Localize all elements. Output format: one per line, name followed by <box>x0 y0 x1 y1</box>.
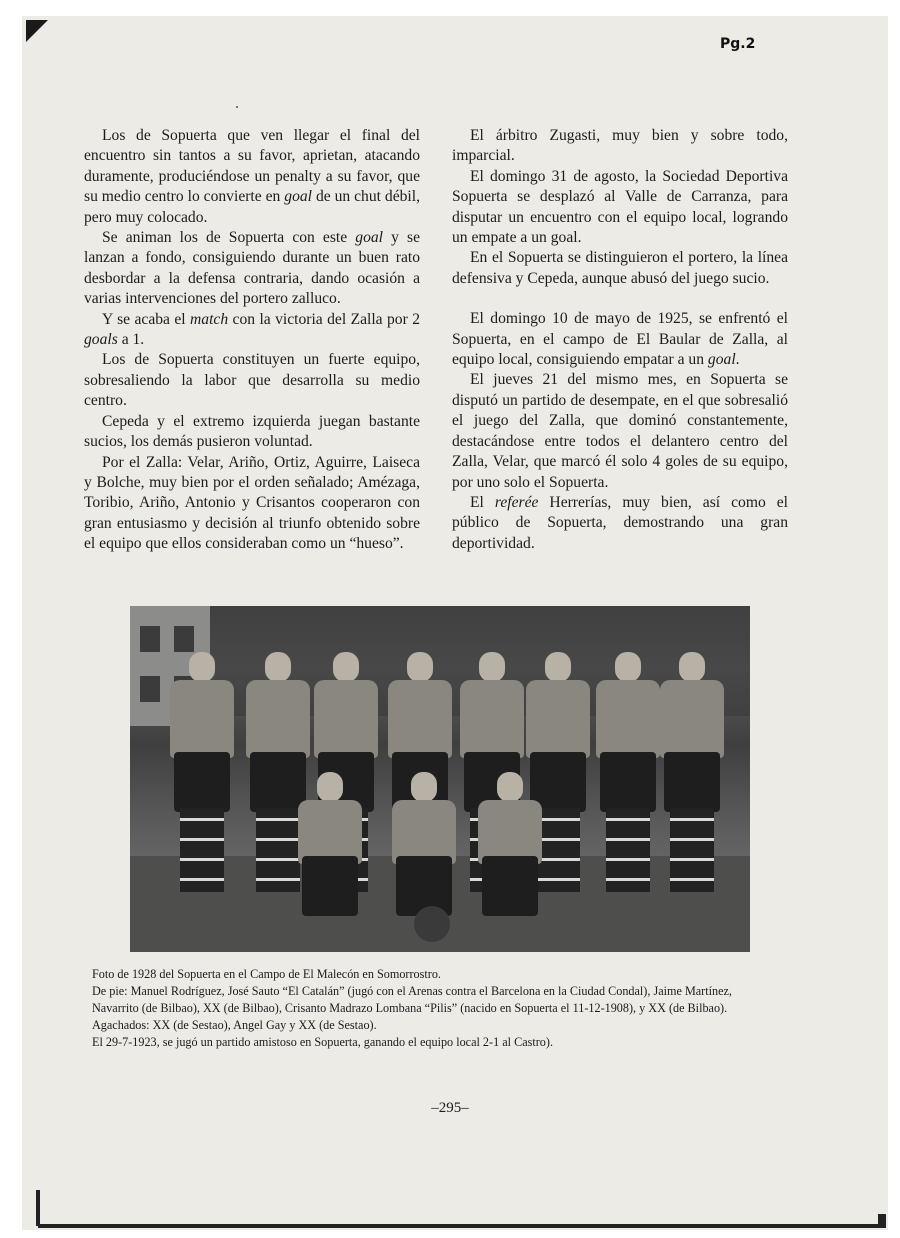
caption-line: Foto de 1928 del Sopuerta en el Campo de El Malecón en Somorrostro. <box>92 967 441 981</box>
scan-edge-bottom <box>38 1224 886 1228</box>
paragraph-text: El domingo 31 de agosto, la Sociedad Deportiva Sopuerta se desplazó al Valle de Carranza, para disputar un encuentro con el equipo local, logrando un empate a un goal. <box>452 167 788 247</box>
paragraph <box>84 453 420 555</box>
paragraph-text: Por el Zalla: Velar, Ariño, Ortiz, Aguirre, Laiseca y Bolche, muy bien por el orden señalado; Amézaga, Toribio, Ariño, Antonio y Crisantos cooperaron con gran entusiasmo y decisión al triunfo obtenido sobre el equipo que ellos consideraban como un “hueso”. <box>84 453 420 553</box>
paragraph-text: de un chut débil, pero muy colocado. <box>84 188 420 226</box>
paragraph-text: Los de Sopuerta que ven llegar el final del encuentro sin tantos a su favor, aprietan, atacando duramente, produciéndose un penalty a su favor, que su medio centro lo convierte en <box>84 127 420 206</box>
paragraph <box>452 248 788 289</box>
photo-football <box>414 906 450 942</box>
paragraph <box>84 412 420 453</box>
paragraph-text: Y se acaba el <box>102 310 191 328</box>
paragraph-text: El jueves 21 del mismo mes, en Sopuerta se disputó un partido de desempate, en el que sobresalió el juego del Zalla, que dominó constantemente, destacándose entre todos el delantero centro del Zalla, Velar, que marcó él solo 4 goles de su equipo, por uno solo el Sopuerta. <box>452 371 788 491</box>
paragraph <box>84 350 420 411</box>
caption-line: Agachados: XX (de Sestao), Angel Gay y XX (de Sestao). <box>92 1018 377 1032</box>
scan-edge-corner <box>878 1214 886 1226</box>
left-text-column <box>84 126 420 555</box>
right-text-column <box>452 126 788 554</box>
page-label: Pg.2 <box>720 36 756 52</box>
paragraph <box>452 126 788 167</box>
paragraph <box>84 228 420 310</box>
italic-term: goal <box>707 351 736 369</box>
paragraph <box>452 493 788 554</box>
paragraph-text: Herrerías, muy bien, así como el público de Sopuerta, demostrando una gran deportividad. <box>452 493 788 552</box>
caption-line: El 29-7-1923, se jugó un partido amistoso en Sopuerta, ganando el equipo local 2-1 al Castro). <box>92 1035 553 1049</box>
paragraph-text: En el Sopuerta se distinguieron el portero, la línea defensiva y Cepeda, aunque abusó del juego sucio. <box>452 249 788 287</box>
paragraph-text: El domingo 10 de mayo de 1925, se enfrentó el Sopuerta, en el campo de El Baular de Zalla, al equipo local, consiguiendo empatar a un <box>452 310 788 369</box>
scan-edge-left <box>36 1190 40 1226</box>
paragraph <box>84 310 420 351</box>
paragraph-text: y se lanzan a fondo, consiguiendo durante un buen rato desbordar a la defensa contraria, dando ocasión a varias intervenciones del portero zalluco. <box>84 229 420 308</box>
paragraph-text: con la victoria del Zalla por 2 <box>228 310 420 328</box>
photo-caption <box>92 966 812 1051</box>
paragraph <box>452 309 788 370</box>
team-photo <box>130 606 750 952</box>
corner-fold-mark <box>26 20 48 42</box>
paragraph-text: . <box>735 351 740 369</box>
paragraph <box>84 126 420 228</box>
paragraph <box>452 167 788 249</box>
paragraph-text: El árbitro Zugasti, muy bien y sobre todo, imparcial. <box>452 127 788 165</box>
paragraph-text: Cepeda y el extremo izquierda juegan bastante sucios, los demás pusieron voluntad. <box>84 412 420 451</box>
italic-term: goal <box>284 188 313 206</box>
paragraph-gap <box>452 289 788 309</box>
caption-line: De pie: Manuel Rodríguez, José Sauto “El Catalán” (jugó con el Arenas contra el Barcelona en la Ciudad Condal), Jaime Martínez, <box>92 984 732 998</box>
paragraph <box>452 370 788 492</box>
paragraph-text: El <box>470 493 495 511</box>
italic-term: match <box>190 310 229 328</box>
scan-speck <box>236 106 238 108</box>
paragraph-text: Se animan los de Sopuerta con este <box>102 229 356 247</box>
paragraph-text: a 1. <box>117 331 145 349</box>
page-number: –295– <box>431 1100 469 1116</box>
italic-term: goals <box>84 331 118 349</box>
paragraph-text: Los de Sopuerta constituyen un fuerte equipo, sobresaliendo la labor que desarrolla su medio centro. <box>84 351 420 410</box>
italic-term: referée <box>494 493 539 511</box>
italic-term: goal <box>355 229 384 247</box>
caption-line: Navarrito (de Bilbao), XX (de Bilbao), Crisanto Madrazo Lombana “Pilis” (nacido en Sopuerta el 11-12-1908), y XX (de Bilbao). <box>92 1001 728 1015</box>
